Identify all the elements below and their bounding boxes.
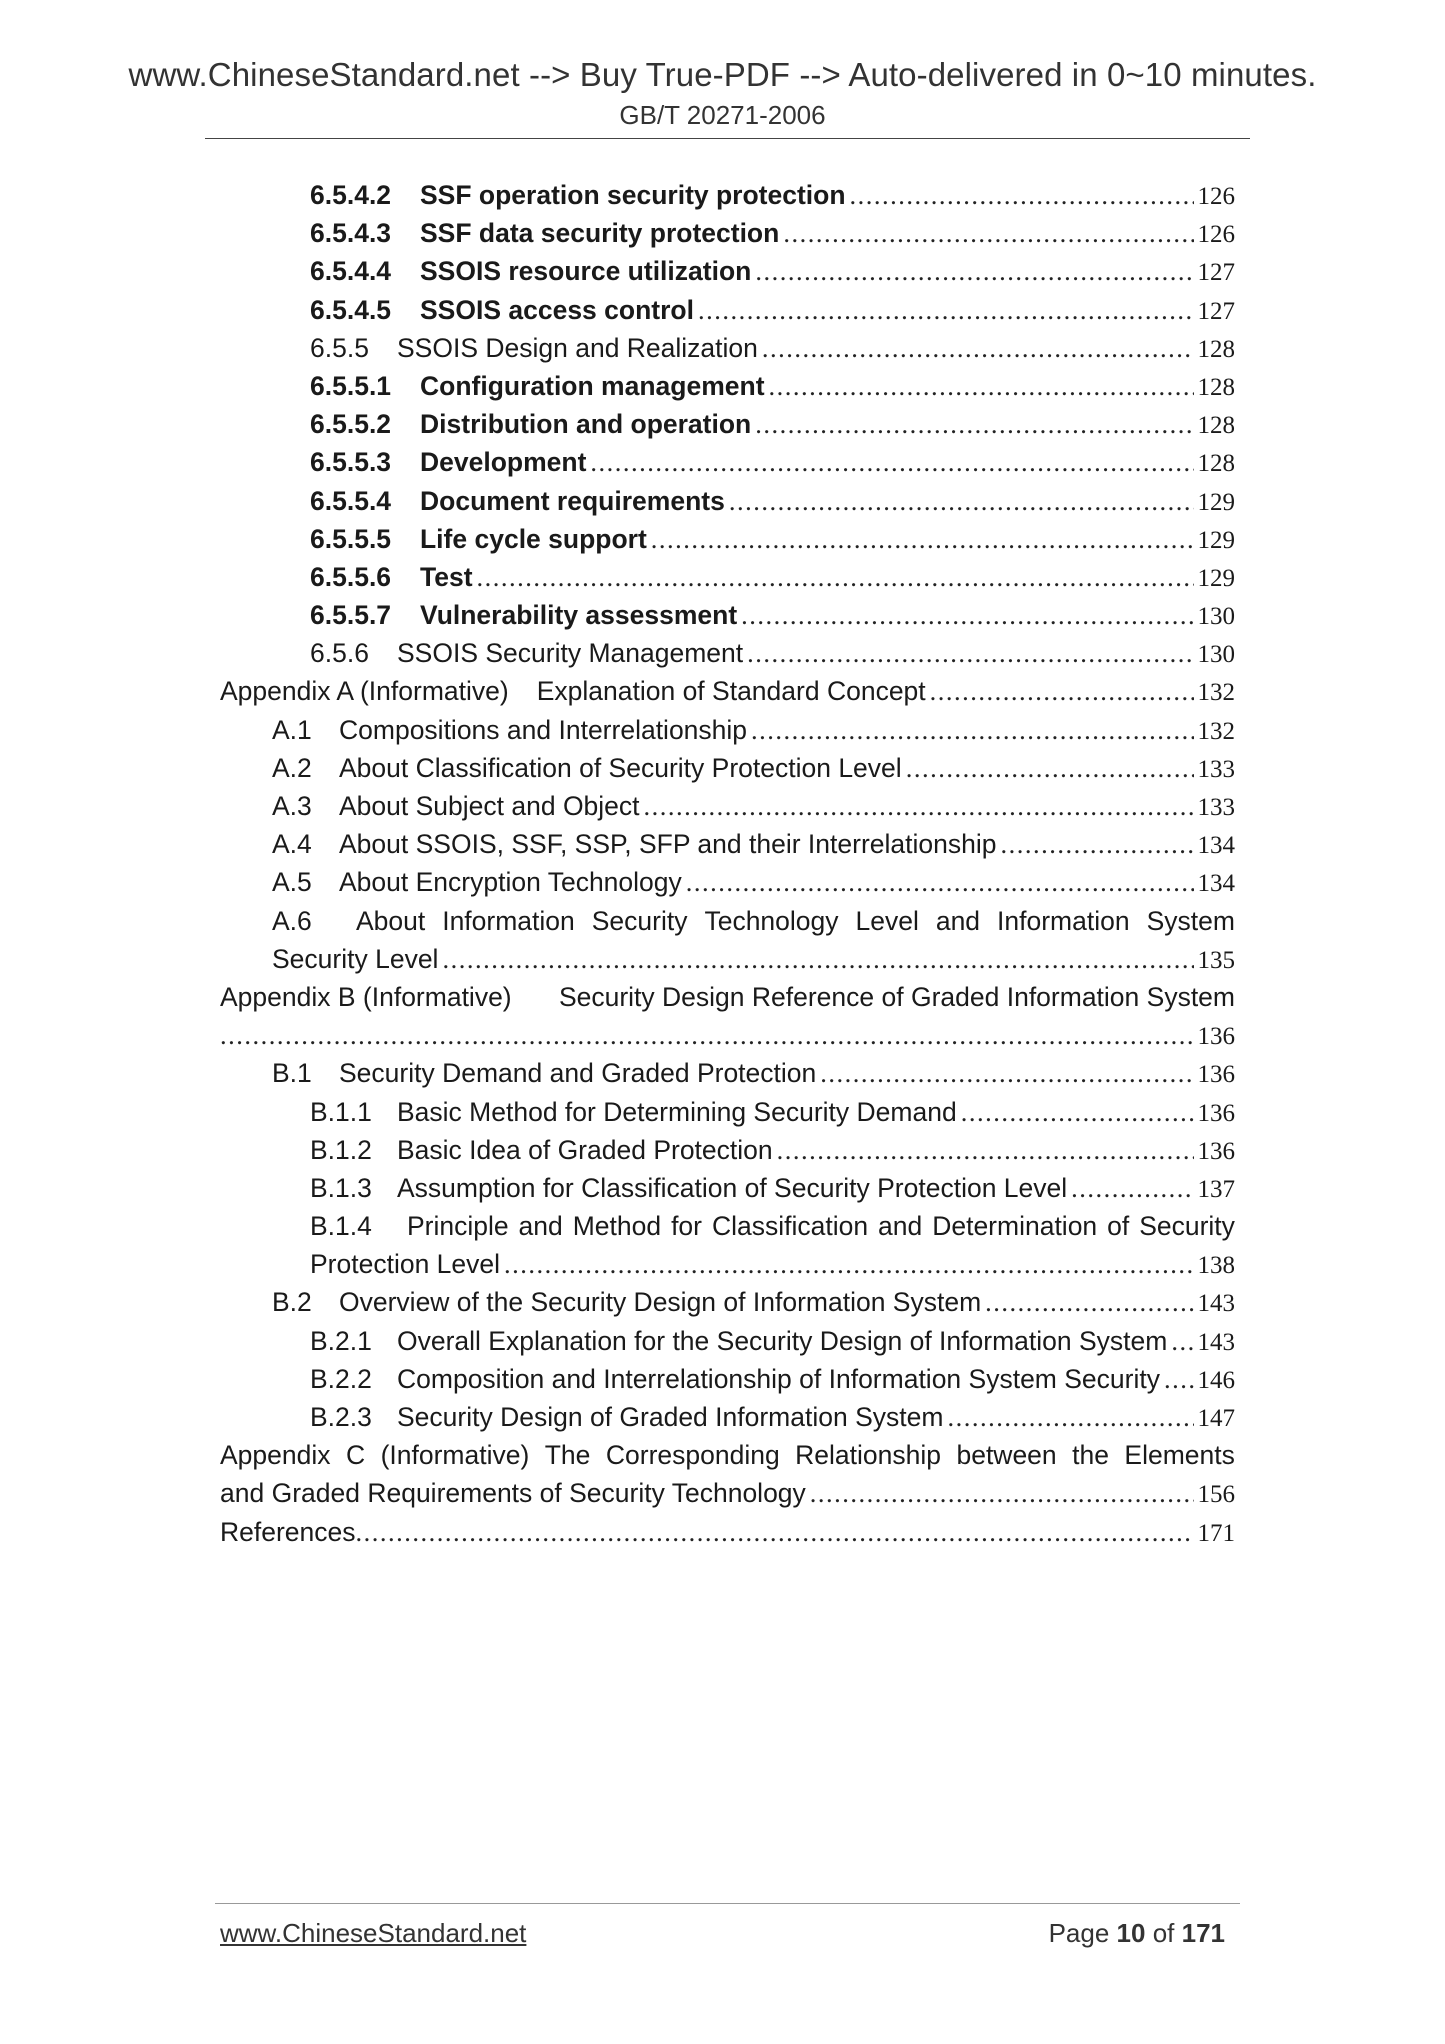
toc-entry[interactable] bbox=[220, 405, 1235, 443]
toc-entry[interactable] bbox=[220, 1131, 1235, 1169]
toc-title-word: Classification bbox=[711, 1211, 869, 1242]
toc-entry[interactable] bbox=[220, 825, 1235, 863]
toc-number: B.2 bbox=[272, 1287, 312, 1318]
toc-title-word: and bbox=[518, 1211, 563, 1242]
toc-entry-appendix-c[interactable] bbox=[220, 1436, 1235, 1474]
dot-leader bbox=[769, 367, 1194, 405]
dot-leader bbox=[741, 596, 1193, 634]
toc-page: 133 bbox=[1197, 794, 1235, 821]
dot-leader bbox=[1164, 1360, 1194, 1398]
toc-title-word: between bbox=[956, 1440, 1057, 1471]
toc-number-word: (Informative) bbox=[380, 1440, 530, 1471]
toc-title-word: Technology bbox=[704, 905, 839, 936]
toc-entry-continuation[interactable] bbox=[220, 1245, 1235, 1283]
toc-page: 132 bbox=[1197, 717, 1235, 745]
dot-leader bbox=[220, 1016, 1194, 1054]
toc-entry[interactable] bbox=[220, 367, 1235, 405]
dot-leader bbox=[590, 443, 1193, 481]
header-divider bbox=[205, 138, 1250, 139]
page-header bbox=[0, 56, 1445, 131]
dot-leader bbox=[651, 520, 1194, 558]
toc-title: Document requirements bbox=[420, 485, 725, 516]
toc-number: A.5 bbox=[272, 867, 312, 898]
toc-title-word: System bbox=[1146, 905, 1235, 936]
toc-number: Appendix A (Informative) bbox=[220, 676, 509, 707]
toc-page: 134 bbox=[1197, 870, 1235, 898]
toc-number: 6.5.5.5 bbox=[310, 523, 392, 554]
dot-leader bbox=[477, 558, 1194, 596]
toc-title: Vulnerability assessment bbox=[420, 600, 738, 631]
footer-site-link[interactable]: www.ChineseStandard.net bbox=[220, 1918, 527, 1948]
toc-title: Security Design of Graded Information System bbox=[397, 1402, 944, 1432]
toc-number: 6.5.4.3 bbox=[310, 218, 392, 249]
toc-page: 143 bbox=[1197, 1328, 1235, 1356]
toc-number: B.2.3 bbox=[310, 1402, 372, 1432]
toc-title-word: Corresponding bbox=[605, 1440, 780, 1471]
toc-page: 132 bbox=[1197, 679, 1235, 707]
toc-page: 147 bbox=[1197, 1405, 1235, 1432]
toc-title: Assumption for Classification of Security Protection Level bbox=[397, 1172, 1068, 1203]
toc-number: 6.5.5.6 bbox=[310, 561, 392, 592]
toc-number: B.1.3 bbox=[310, 1172, 372, 1203]
banner-text: www.ChineseStandard.net --> Buy True-PDF --> Auto-delivered in 0~10 minutes. bbox=[128, 56, 1317, 93]
toc-number: 6.5.4.4 bbox=[310, 256, 392, 287]
toc-entry[interactable] bbox=[220, 443, 1235, 481]
page-indicator bbox=[1049, 1918, 1225, 1949]
toc-entry-continuation[interactable] bbox=[220, 1016, 1235, 1054]
toc-title: Configuration management bbox=[420, 370, 765, 401]
dot-leader bbox=[755, 405, 1193, 443]
toc-title: About Classification of Security Protection Level bbox=[339, 752, 902, 783]
toc-title: Composition and Interrelationship of Information System Security bbox=[397, 1363, 1160, 1394]
toc-number: A.3 bbox=[272, 791, 312, 821]
dot-leader bbox=[442, 940, 1193, 978]
toc-page: 128 bbox=[1197, 335, 1235, 363]
table-of-contents bbox=[220, 176, 1235, 1551]
toc-title-word: for bbox=[671, 1211, 702, 1242]
page-total: 171 bbox=[1181, 1918, 1225, 1948]
toc-title: About SSOIS, SSF, SSP, SFP and their Interrelationship bbox=[339, 829, 997, 860]
toc-title: SSOIS access control bbox=[420, 294, 694, 325]
toc-entry-references[interactable] bbox=[220, 1513, 1235, 1551]
dot-leader bbox=[747, 634, 1193, 672]
toc-title: Distribution and operation bbox=[420, 409, 752, 440]
toc-page: 137 bbox=[1197, 1175, 1235, 1203]
toc-number: 6.5.5.3 bbox=[310, 447, 392, 478]
toc-title: Basic Method for Determining Security Demand bbox=[397, 1096, 957, 1127]
toc-number: 6.5.5.1 bbox=[310, 370, 392, 401]
dot-leader bbox=[777, 1131, 1194, 1169]
toc-entry[interactable] bbox=[220, 252, 1235, 290]
toc-page: 128 bbox=[1197, 373, 1235, 401]
toc-title-word: and bbox=[878, 1211, 923, 1242]
dot-leader bbox=[729, 482, 1194, 520]
toc-page: 136 bbox=[1197, 1061, 1235, 1089]
toc-title-word: and bbox=[935, 905, 981, 936]
toc-page: 127 bbox=[1197, 259, 1235, 287]
toc-number: 6.5.6 bbox=[310, 638, 369, 669]
toc-title: Security Design Reference of Graded Information System bbox=[558, 981, 1235, 1012]
toc-number: 6.5.5.2 bbox=[310, 409, 392, 440]
toc-title-word: The bbox=[544, 1440, 591, 1471]
toc-number: B.1 bbox=[272, 1058, 312, 1089]
dot-leader bbox=[1071, 1169, 1193, 1207]
dot-leader bbox=[961, 1093, 1194, 1131]
toc-page: 171 bbox=[1197, 1519, 1235, 1547]
toc-page: 136 bbox=[1197, 1023, 1235, 1051]
toc-title-word: Method bbox=[572, 1211, 662, 1242]
toc-number: 6.5.5.4 bbox=[310, 485, 392, 516]
toc-entry[interactable] bbox=[220, 1093, 1235, 1131]
toc-number: 6.5.4.2 bbox=[310, 180, 392, 210]
dot-leader bbox=[820, 1054, 1193, 1092]
toc-title: References bbox=[220, 1516, 356, 1547]
dot-leader bbox=[1000, 825, 1193, 863]
toc-entry[interactable] bbox=[220, 291, 1235, 329]
toc-page: 128 bbox=[1197, 450, 1235, 478]
toc-number: B.2.1 bbox=[310, 1325, 372, 1356]
toc-entry[interactable] bbox=[220, 1283, 1235, 1321]
page-current: 10 bbox=[1116, 1918, 1146, 1948]
toc-title: SSOIS resource utilization bbox=[420, 256, 752, 287]
toc-number: B.1.1 bbox=[310, 1096, 372, 1127]
toc-title: Explanation of Standard Concept bbox=[536, 676, 926, 707]
dot-leader bbox=[504, 1245, 1193, 1283]
toc-title: Security Level bbox=[272, 943, 439, 974]
toc-title-word: Determination bbox=[932, 1211, 1098, 1242]
toc-entry[interactable] bbox=[220, 214, 1235, 252]
toc-title: Compositions and Interrelationship bbox=[339, 714, 748, 745]
document-id: GB/T 20271-2006 bbox=[619, 100, 826, 130]
toc-page: 156 bbox=[1197, 1481, 1235, 1509]
toc-entry[interactable] bbox=[220, 1054, 1235, 1092]
toc-title: Life cycle support bbox=[420, 523, 647, 554]
page-of: of bbox=[1152, 1918, 1175, 1948]
toc-entry[interactable] bbox=[220, 558, 1235, 596]
toc-page: 130 bbox=[1197, 603, 1235, 631]
toc-title: About Subject and Object bbox=[339, 791, 640, 821]
toc-page: 134 bbox=[1197, 832, 1235, 860]
toc-page: 146 bbox=[1197, 1366, 1235, 1394]
toc-entry-continuation[interactable] bbox=[220, 1474, 1235, 1512]
toc-entry-appendix-a[interactable] bbox=[220, 672, 1235, 710]
toc-title-word: of bbox=[1107, 1211, 1130, 1242]
toc-title: Protection Level bbox=[310, 1249, 501, 1280]
toc-title: Overview of the Security Design of Information System bbox=[339, 1287, 982, 1318]
toc-page: 128 bbox=[1197, 412, 1235, 440]
toc-title-word: Level bbox=[855, 905, 919, 936]
dot-leader bbox=[930, 672, 1194, 710]
toc-entry[interactable] bbox=[220, 863, 1235, 901]
dot-leader bbox=[751, 711, 1193, 749]
toc-number-word: C bbox=[345, 1440, 366, 1471]
toc-title-word: Information bbox=[997, 905, 1130, 936]
toc-page: 126 bbox=[1197, 183, 1235, 210]
toc-entry[interactable] bbox=[220, 787, 1235, 825]
toc-entry-wrapped[interactable] bbox=[220, 902, 1235, 940]
toc-page: 129 bbox=[1197, 526, 1235, 554]
toc-page: 129 bbox=[1197, 564, 1235, 592]
toc-entry[interactable] bbox=[220, 1322, 1235, 1360]
dot-leader bbox=[947, 1398, 1193, 1436]
toc-entry[interactable] bbox=[220, 634, 1235, 672]
toc-page: 130 bbox=[1197, 641, 1235, 669]
dot-leader bbox=[356, 1513, 1194, 1551]
toc-page: 127 bbox=[1197, 297, 1235, 325]
toc-number: A.1 bbox=[272, 714, 312, 745]
toc-title-word: Principle bbox=[406, 1211, 509, 1242]
toc-entry[interactable] bbox=[220, 1169, 1235, 1207]
toc-entry[interactable] bbox=[220, 711, 1235, 749]
toc-number: 6.5.5.7 bbox=[310, 600, 392, 631]
toc-entry[interactable] bbox=[220, 329, 1235, 367]
toc-title: Security Demand and Graded Protection bbox=[339, 1058, 817, 1089]
toc-title: Test bbox=[420, 561, 473, 592]
dot-leader bbox=[783, 214, 1193, 252]
toc-number: 6.5.4.5 bbox=[310, 294, 392, 325]
toc-page: 129 bbox=[1197, 488, 1235, 516]
dot-leader bbox=[644, 787, 1194, 825]
toc-number-word: Appendix bbox=[220, 1440, 331, 1471]
toc-entry[interactable] bbox=[220, 176, 1235, 214]
toc-title-word: the bbox=[1072, 1440, 1109, 1471]
toc-title: SSOIS Security Management bbox=[397, 638, 744, 669]
toc-entry[interactable] bbox=[220, 482, 1235, 520]
toc-entry[interactable] bbox=[220, 1398, 1235, 1436]
toc-entry[interactable] bbox=[220, 520, 1235, 558]
dot-leader bbox=[985, 1283, 1193, 1321]
toc-number: A.2 bbox=[272, 752, 312, 783]
toc-title-word: Security bbox=[591, 905, 688, 936]
page-label: Page bbox=[1048, 1918, 1110, 1948]
toc-title: Basic Idea of Graded Protection bbox=[397, 1134, 773, 1165]
toc-title: SSF data security protection bbox=[420, 218, 780, 249]
dot-leader bbox=[755, 252, 1193, 290]
toc-entry[interactable] bbox=[220, 596, 1235, 634]
toc-title-word: Elements bbox=[1124, 1440, 1235, 1471]
toc-number: 6.5.5 bbox=[310, 332, 369, 363]
toc-page: 143 bbox=[1197, 1290, 1235, 1318]
toc-page: 136 bbox=[1197, 1099, 1235, 1127]
toc-title: and Graded Requirements of Security Technology bbox=[220, 1478, 806, 1509]
footer-divider bbox=[215, 1903, 1240, 1904]
dot-leader bbox=[810, 1474, 1194, 1512]
toc-title-word: Security bbox=[1139, 1211, 1235, 1242]
dot-leader bbox=[698, 291, 1194, 329]
toc-title: Overall Explanation for the Security Design of Information System bbox=[397, 1325, 1168, 1356]
toc-title: SSOIS Design and Realization bbox=[397, 332, 758, 363]
toc-title: SSF operation security protection bbox=[420, 180, 846, 210]
dot-leader bbox=[686, 863, 1194, 901]
toc-title-word: Information bbox=[442, 905, 575, 936]
dot-leader bbox=[762, 329, 1194, 367]
toc-entry[interactable] bbox=[220, 1360, 1235, 1398]
dot-leader bbox=[906, 749, 1194, 787]
toc-entry[interactable] bbox=[220, 749, 1235, 787]
toc-number: B.2.2 bbox=[310, 1363, 372, 1394]
toc-page: 126 bbox=[1197, 221, 1235, 249]
toc-number: A.6 bbox=[272, 905, 312, 936]
toc-page: 138 bbox=[1197, 1252, 1235, 1280]
toc-number: B.1.4 bbox=[310, 1211, 372, 1242]
toc-number: A.4 bbox=[272, 829, 312, 860]
toc-entry-wrapped[interactable] bbox=[220, 1207, 1235, 1245]
toc-entry-continuation[interactable] bbox=[220, 940, 1235, 978]
toc-title-word: Relationship bbox=[795, 1440, 942, 1471]
toc-title: Development bbox=[420, 447, 587, 478]
toc-title: About Encryption Technology bbox=[339, 867, 682, 898]
toc-page: 136 bbox=[1197, 1137, 1235, 1165]
toc-entry-appendix-b[interactable] bbox=[220, 978, 1235, 1016]
toc-number: Appendix B (Informative) bbox=[220, 981, 512, 1012]
dot-leader bbox=[1171, 1322, 1193, 1360]
dot-leader bbox=[850, 176, 1194, 214]
toc-page: 135 bbox=[1197, 946, 1235, 974]
toc-title-word: About bbox=[355, 905, 426, 936]
toc-page: 133 bbox=[1197, 755, 1235, 783]
toc-number: B.1.2 bbox=[310, 1134, 372, 1165]
